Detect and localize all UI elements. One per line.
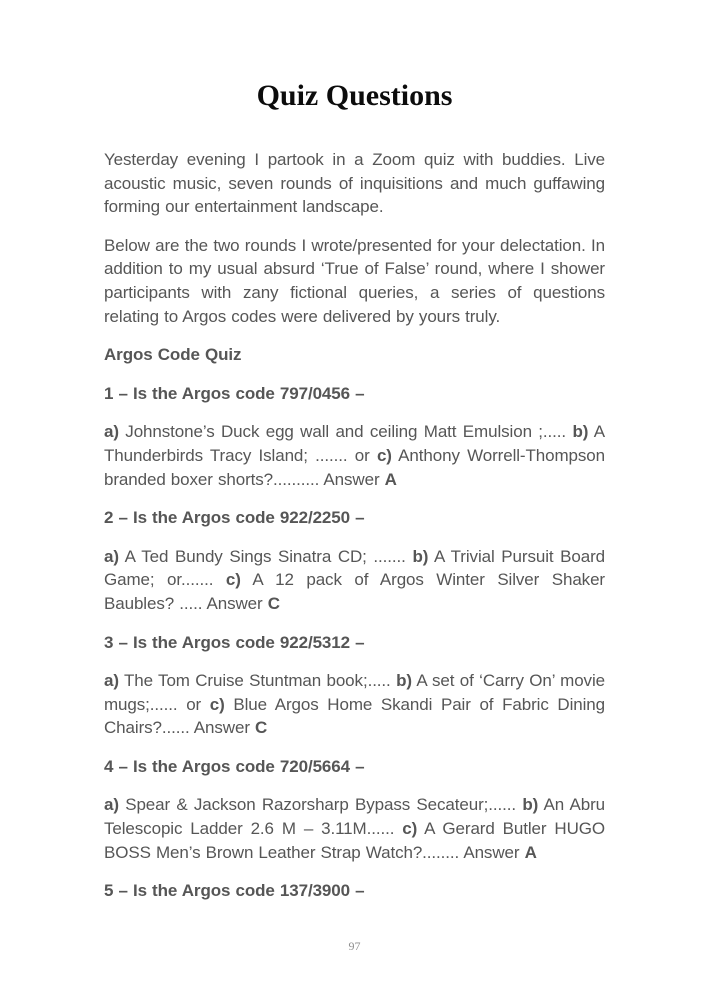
document-body xyxy=(104,148,605,903)
bold-text-run: 3 – Is the Argos code 922/5312 – xyxy=(104,632,365,652)
text-run: A Thunderbirds Tracy Island; ....... or xyxy=(104,422,605,465)
bold-text-run: c) xyxy=(376,445,392,465)
text-run: Blue Argos Home Skandi Pair of Fabric Dining Chairs?...... Answer xyxy=(104,694,605,738)
heading-paragraph xyxy=(104,382,605,406)
heading-paragraph xyxy=(104,506,605,530)
bold-text-run: c) xyxy=(209,694,225,714)
bold-text-run: a) xyxy=(104,671,119,691)
text-run: Anthony Worrell-Thompson branded boxer shorts?.......... Answer xyxy=(104,445,605,489)
text-run: The Tom Cruise Stuntman book;..... xyxy=(118,671,397,691)
text-run: Spear & Jackson Razorsharp Bypass Secateur;...... xyxy=(118,795,523,815)
heading-paragraph xyxy=(104,631,605,655)
bold-text-run: C xyxy=(267,593,280,613)
bold-text-run: A xyxy=(524,842,537,862)
text-run: Below are the two rounds I wrote/presented for your delectation. In addition to my usual absurd ‘True of False’ round, where I shower participants with zany fictional queries, a series of questions relating to Argos codes were delivered by yours truly. xyxy=(104,235,605,326)
bold-text-run: A xyxy=(384,469,397,489)
text-run: A set of ‘Carry On’ movie mugs;...... or xyxy=(104,671,605,714)
text-run: A Trivial Pursuit Board Game; or....... xyxy=(104,546,606,590)
bold-text-run: Argos Code Quiz xyxy=(104,345,242,365)
text-run: An Abru Telescopic Ladder 2.6 M – 3.11M...... xyxy=(104,795,605,839)
bold-text-run: 2 – Is the Argos code 922/2250 – xyxy=(104,508,365,528)
text-run: Yesterday evening I partook in a Zoom quiz with buddies. Live acoustic music, seven rounds of inquisitions and much guffawing forming our entertainment landscape. xyxy=(104,150,605,217)
body-paragraph xyxy=(104,234,605,328)
body-paragraph xyxy=(104,669,605,740)
bold-text-run: c) xyxy=(225,570,241,590)
page-title: Quiz Questions xyxy=(256,79,453,112)
bold-text-run: b) xyxy=(572,422,589,442)
bold-text-run: c) xyxy=(402,819,418,839)
bold-text-run: C xyxy=(255,718,268,738)
body-paragraph xyxy=(104,545,605,616)
page-number: 97 xyxy=(348,939,361,953)
bold-text-run: b) xyxy=(522,795,539,815)
bold-text-run: 4 – Is the Argos code 720/5664 – xyxy=(104,756,365,776)
bold-text-run: 5 – Is the Argos code 137/3900 – xyxy=(104,881,365,901)
text-run: A Gerard Butler HUGO BOSS Men’s Brown Leather Strap Watch?........ Answer xyxy=(104,819,605,862)
body-paragraph xyxy=(104,148,605,219)
bold-text-run: 1 – Is the Argos code 797/0456 – xyxy=(104,383,365,403)
text-run: A 12 pack of Argos Winter Silver Shaker Baubles? ..... Answer xyxy=(104,570,605,613)
bold-text-run: a) xyxy=(104,795,119,815)
bold-text-run: a) xyxy=(104,546,119,566)
body-paragraph xyxy=(104,793,605,864)
heading-paragraph xyxy=(104,343,605,367)
bold-text-run: b) xyxy=(412,546,429,566)
text-run: A Ted Bundy Sings Sinatra CD; ....... xyxy=(118,546,413,566)
heading-paragraph xyxy=(104,879,605,903)
bold-text-run: a) xyxy=(104,422,119,442)
text-run: Johnstone’s Duck egg wall and ceiling Matt Emulsion ;..... xyxy=(118,422,573,442)
heading-paragraph xyxy=(104,755,605,779)
bold-text-run: b) xyxy=(396,671,412,691)
body-paragraph xyxy=(104,420,605,491)
